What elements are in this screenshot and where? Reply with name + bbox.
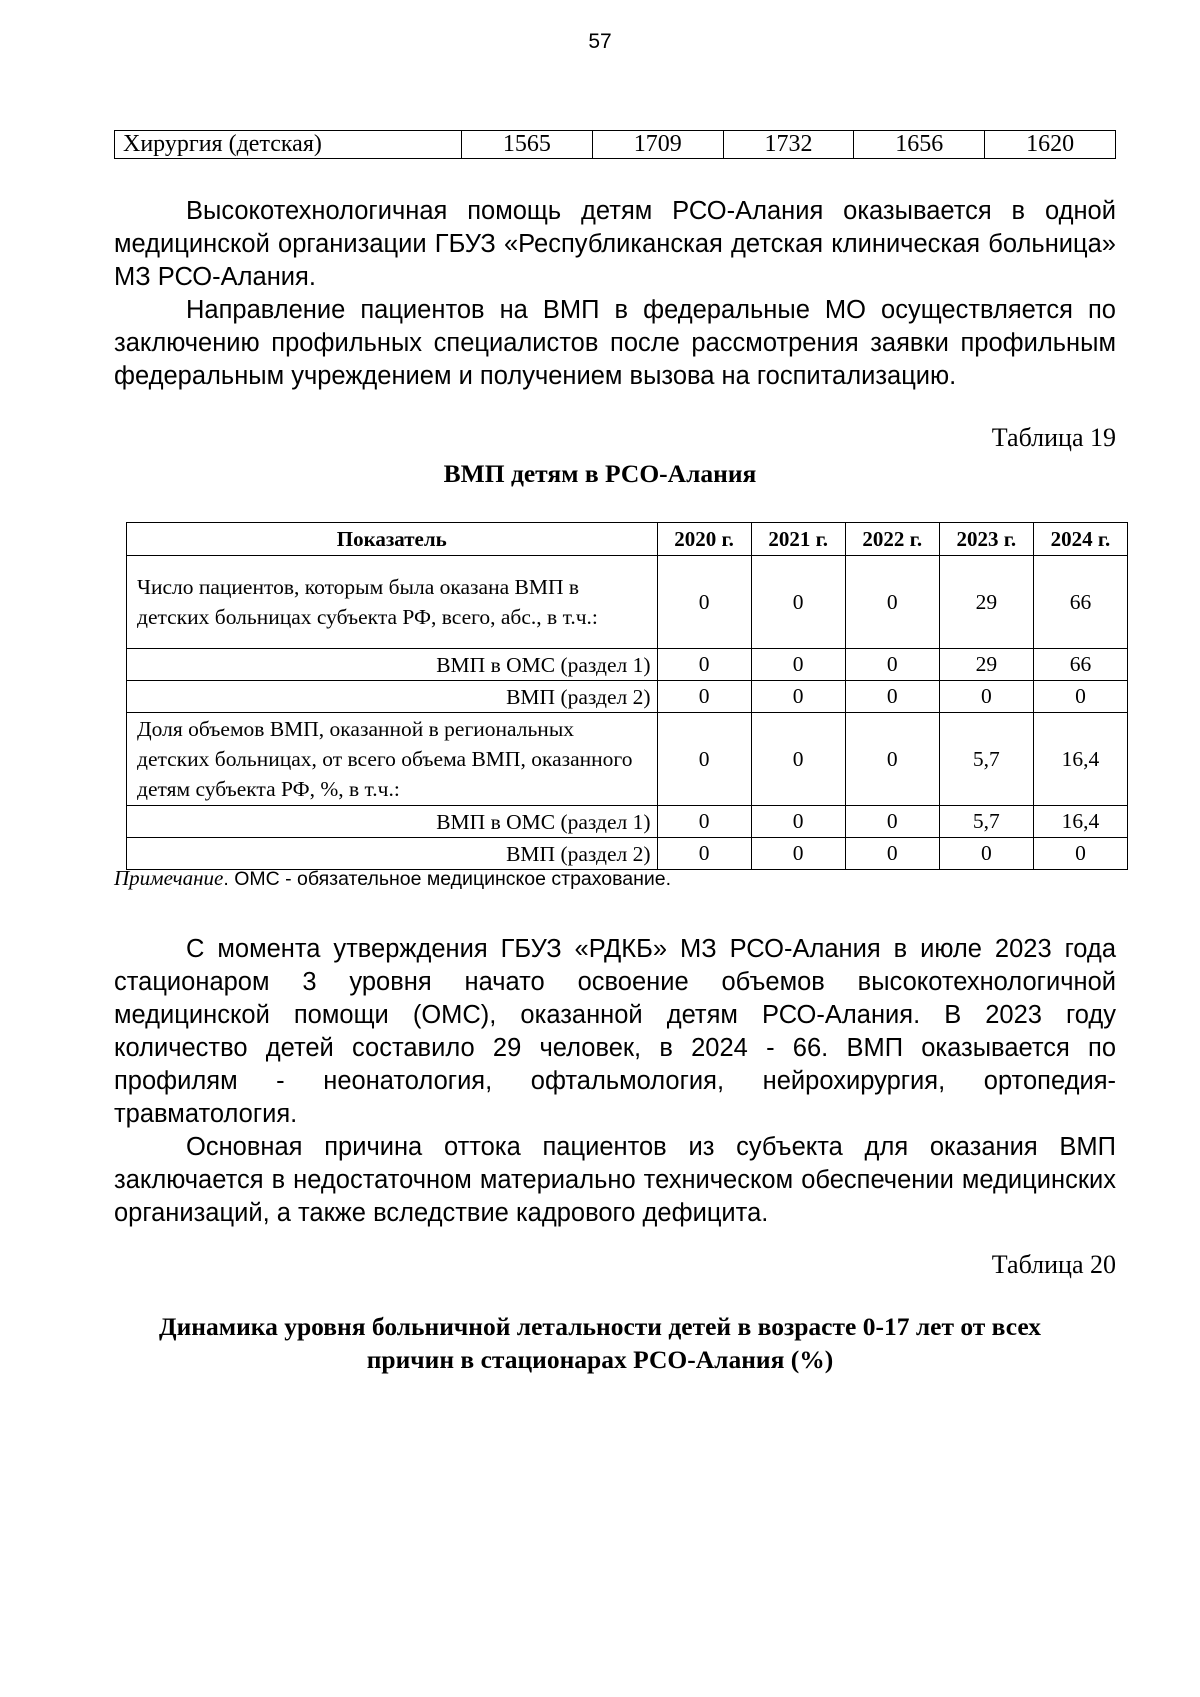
table-cell: 0 <box>1033 681 1127 713</box>
table-cell: 0 <box>1033 838 1127 870</box>
table-20-title-line-2: причин в стационарах РСО-Алания (%) <box>366 1345 834 1374</box>
row-label: ВМП (раздел 2) <box>127 681 658 713</box>
top-table-continuation <box>114 130 1116 159</box>
table-cell: 29 <box>939 556 1033 649</box>
table-cell: 16,4 <box>1033 806 1127 838</box>
row-label: ВМП в ОМС (раздел 1) <box>127 649 658 681</box>
column-header: 2024 г. <box>1033 523 1127 556</box>
column-header: 2020 г. <box>657 523 751 556</box>
table-cell: 0 <box>845 556 939 649</box>
table-row <box>115 131 1116 159</box>
note-label: Примечание <box>114 866 224 890</box>
table-row <box>127 556 1128 649</box>
table-cell: 1732 <box>723 131 854 159</box>
table-row <box>127 649 1128 681</box>
paragraph: Направление пациентов на ВМП в федеральные МО осуществляется по заключению профильных специалистов после рассмотрения заявки профильным федеральным учреждением и получением вызова на госпитализацию. <box>114 296 1116 390</box>
table-cell: 0 <box>657 713 751 806</box>
paragraph: Основная причина оттока пациентов из субъекта для оказания ВМП заключается в недостаточном материально техническом обеспечении медицинских организаций, а также вследствие кадрового дефицита. <box>114 1133 1116 1227</box>
table-cell: 1565 <box>462 131 593 159</box>
table-cell: 0 <box>751 713 845 806</box>
table-cell: 0 <box>751 806 845 838</box>
row-label: ВМП (раздел 2) <box>127 838 658 870</box>
table-cell: 0 <box>845 838 939 870</box>
body-text-section-1 <box>114 195 1116 393</box>
table-row <box>127 806 1128 838</box>
table-cell: 0 <box>845 806 939 838</box>
table-cell: 1656 <box>854 131 985 159</box>
table-cell: 5,7 <box>939 806 1033 838</box>
table-cell: 0 <box>657 556 751 649</box>
column-header: 2021 г. <box>751 523 845 556</box>
column-header: Показатель <box>127 523 658 556</box>
table-row <box>127 681 1128 713</box>
table-row <box>127 713 1128 806</box>
table-cell: 0 <box>751 681 845 713</box>
table-note <box>114 866 671 891</box>
table-19-title: ВМП детям в РСО-Алания <box>443 459 757 488</box>
table-19-label: Таблица 19 <box>991 423 1116 452</box>
page-number: 57 <box>588 30 612 53</box>
table-cell: 66 <box>1033 649 1127 681</box>
paragraph: С момента утверждения ГБУЗ «РДКБ» МЗ РСО-Алания в июле 2023 года стационаром 3 уровня начато освоение объемов высокотехнологичной медицинской помощи (ОМС), оказанной детям РСО-Алания. В 2023 году количество детей составило 29 человек, в 2024 - 66. ВМП оказывается по профилям - неонатология, офтальмология, нейрохирургия, ортопедия-травматология. <box>114 935 1116 1128</box>
column-header: 2023 г. <box>939 523 1033 556</box>
table-cell: 0 <box>657 806 751 838</box>
body-text-section-2 <box>114 933 1116 1230</box>
row-label: Доля объемов ВМП, оказанной в региональных детских больницах, от всего объема ВМП, оказанного детям субъекта РФ, %, в т.ч.: <box>127 713 658 806</box>
table-cell: 0 <box>845 649 939 681</box>
table-20-title-line-1: Динамика уровня больничной летальности детей в возрасте 0-17 лет от всех <box>159 1312 1041 1341</box>
table-header-row <box>127 523 1128 556</box>
table-cell: 0 <box>845 681 939 713</box>
row-label: ВМП в ОМС (раздел 1) <box>127 806 658 838</box>
table-cell: 0 <box>751 556 845 649</box>
table-20-title <box>0 1310 1200 1376</box>
table-cell: 5,7 <box>939 713 1033 806</box>
table-cell: 0 <box>751 838 845 870</box>
table-cell: 0 <box>845 713 939 806</box>
note-text: . ОМС - обязательное медицинское страхование. <box>223 868 672 890</box>
table-cell: Хирургия (детская) <box>115 131 462 159</box>
table-cell: 0 <box>939 681 1033 713</box>
table-cell: 1620 <box>985 131 1116 159</box>
table-row <box>127 838 1128 870</box>
table-20-label: Таблица 20 <box>991 1250 1116 1279</box>
table-cell: 0 <box>657 649 751 681</box>
table-cell: 0 <box>939 838 1033 870</box>
table-cell: 0 <box>657 838 751 870</box>
table-cell: 16,4 <box>1033 713 1127 806</box>
table-19 <box>126 522 1128 870</box>
column-header: 2022 г. <box>845 523 939 556</box>
table-cell: 1709 <box>592 131 723 159</box>
table-cell: 66 <box>1033 556 1127 649</box>
row-label: Число пациентов, которым была оказана ВМП в детских больницах субъекта РФ, всего, абс., в т.ч.: <box>127 556 658 649</box>
table-cell: 0 <box>657 681 751 713</box>
paragraph: Высокотехнологичная помощь детям РСО-Алания оказывается в одной медицинской организации ГБУЗ «Республиканская детская клиническая больница» МЗ РСО-Алания. <box>114 197 1116 291</box>
table-cell: 0 <box>751 649 845 681</box>
table-cell: 29 <box>939 649 1033 681</box>
